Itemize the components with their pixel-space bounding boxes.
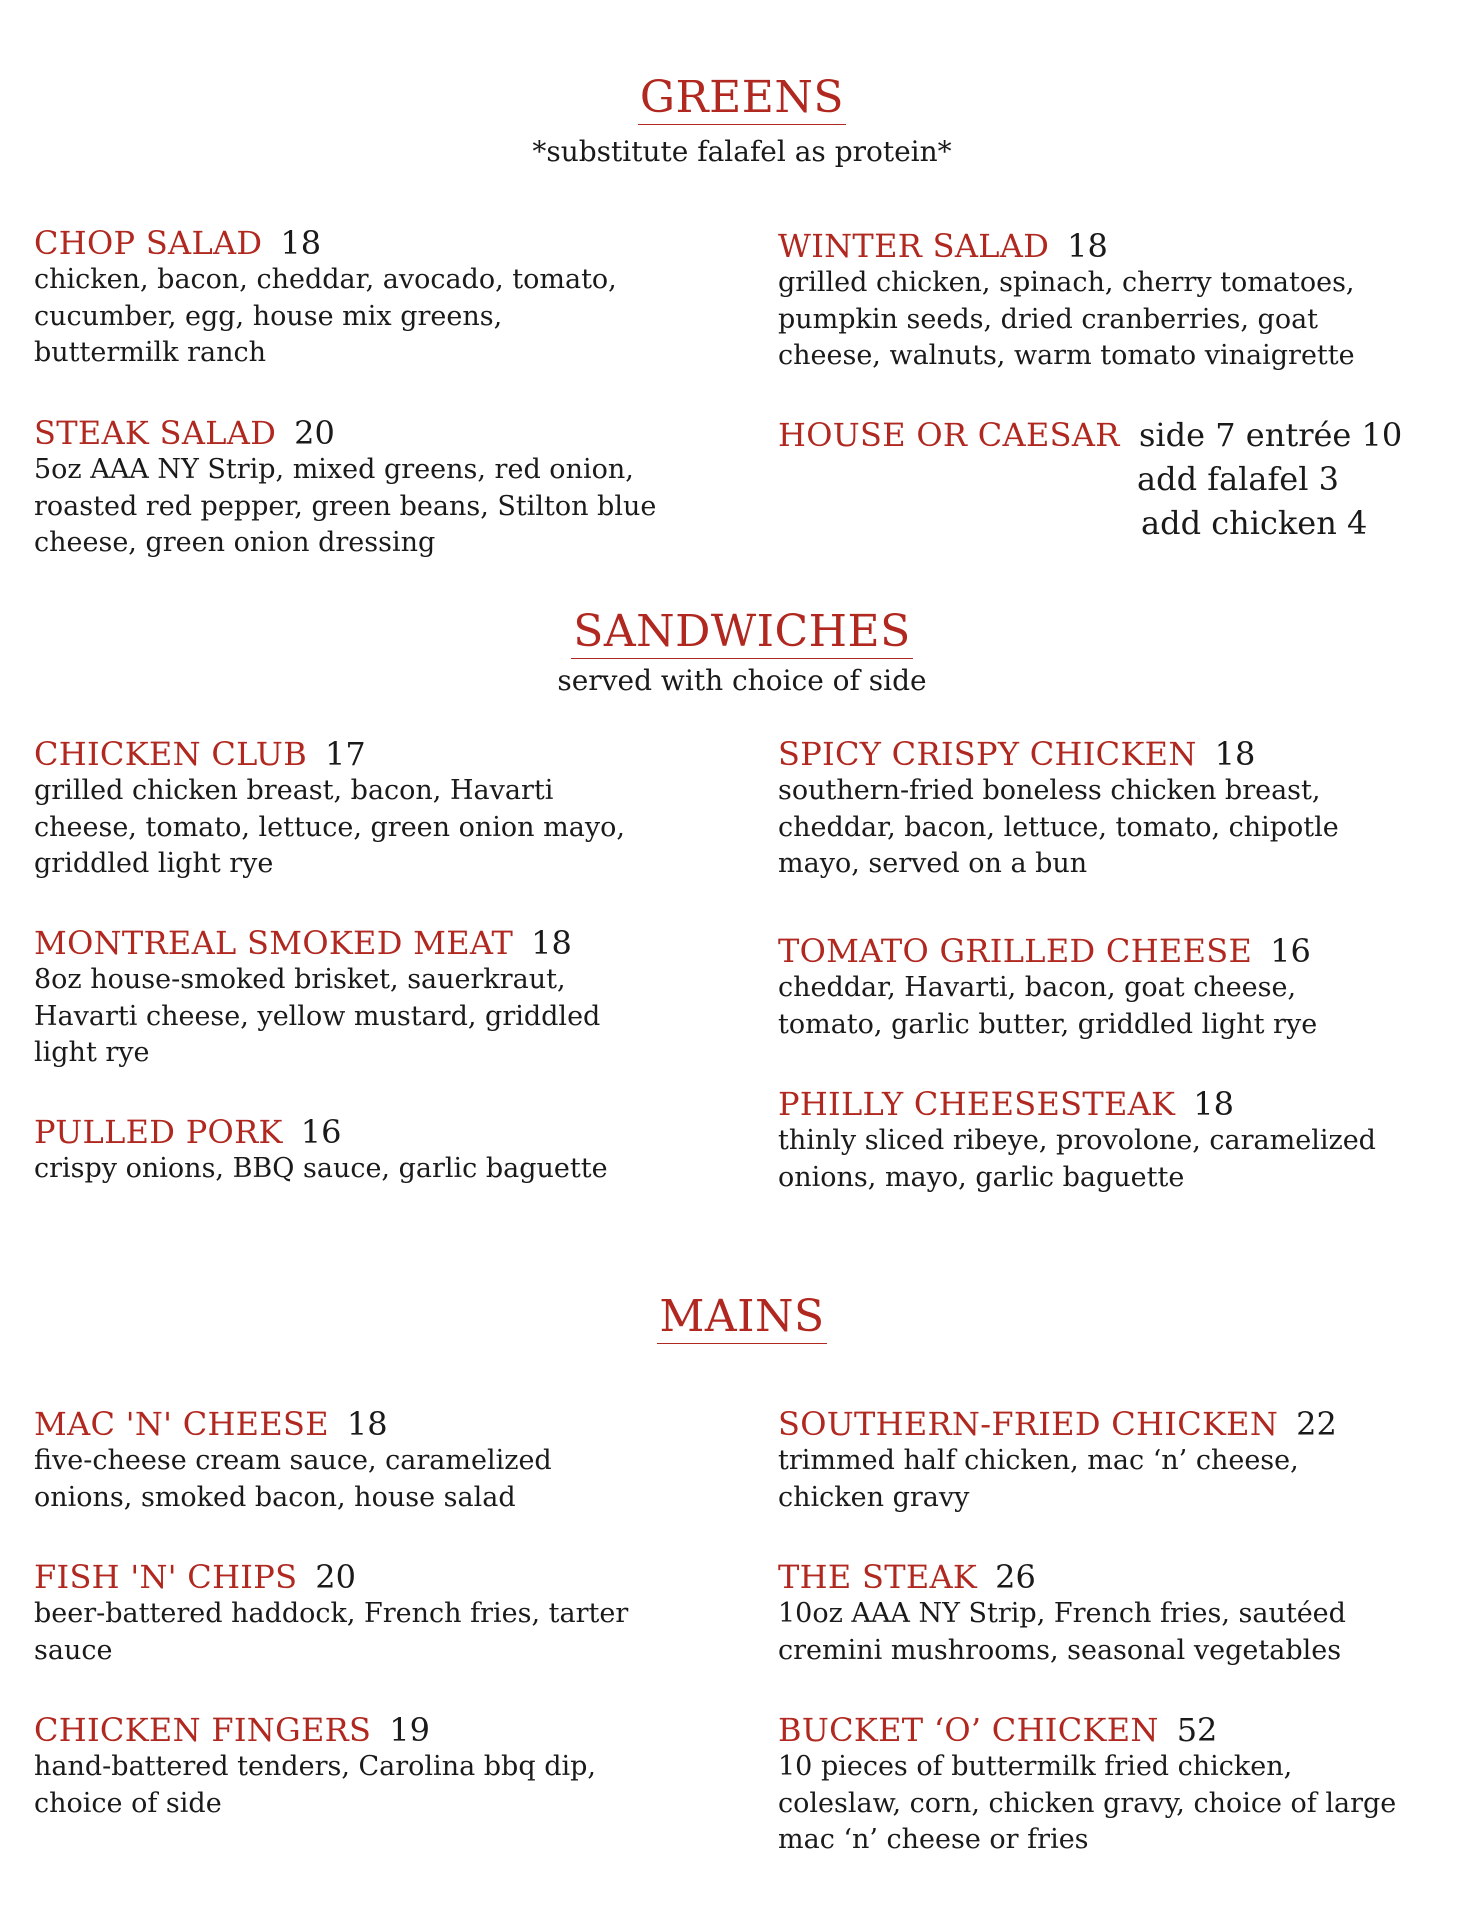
- item-name: CHOP SALAD: [34, 224, 263, 262]
- item-description: beer-battered haddock, French fries, tarter sauce: [34, 1598, 629, 1666]
- item-price: 22: [1296, 1405, 1337, 1443]
- item-price: 19: [389, 1711, 430, 1749]
- caesar-option-falafel: add falafel 3: [1137, 460, 1339, 498]
- item-name: THE STEAK: [778, 1558, 978, 1596]
- item-name: PHILLY CHEESESTEAK: [778, 1085, 1176, 1123]
- menu-item-spicy-crispy-chicken: [778, 735, 1478, 883]
- menu-item-philly-cheesesteak: [778, 1085, 1478, 1196]
- menu-item-steak-salad: [34, 414, 734, 562]
- item-name: STEAK SALAD: [34, 414, 277, 452]
- item-description: southern-fried boneless chicken breast, cheddar, bacon, lettuce, tomato, chipotle mayo, served on a bun: [778, 775, 1339, 879]
- greens-section-subtitle: *substitute falafel as protein*: [532, 135, 952, 168]
- menu-item-tomato-grilled-cheese: [778, 932, 1478, 1043]
- item-price: 18: [280, 224, 322, 262]
- menu-item-chicken-club: [34, 735, 734, 883]
- item-price: 17: [325, 735, 366, 773]
- greens-section-title: GREENS: [0, 72, 1484, 125]
- item-description: hand-battered tenders, Carolina bbq dip, choice of side: [34, 1751, 596, 1819]
- item-description: thinly sliced ribeye, provolone, caramelized onions, mayo, garlic baguette: [778, 1125, 1376, 1193]
- item-name: CHICKEN FINGERS: [34, 1711, 372, 1749]
- item-description: 8oz house-smoked brisket, sauerkraut, Havarti cheese, yellow mustard, griddled light rye: [34, 964, 601, 1068]
- menu-item-fish-n-chips: [34, 1558, 734, 1669]
- item-price: 18: [1214, 735, 1256, 773]
- item-name: WINTER SALAD: [778, 227, 1050, 265]
- item-name: SPICY CRISPY CHICKEN: [778, 735, 1197, 773]
- item-price: 18: [346, 1405, 388, 1443]
- item-description: 10oz AAA NY Strip, French fries, sautéed cremini mushrooms, seasonal vegetables: [778, 1598, 1346, 1666]
- item-price: 16: [1270, 932, 1311, 970]
- caesar-option-chicken: add chicken 4: [1141, 504, 1368, 542]
- item-name: FISH 'N' CHIPS: [34, 1558, 298, 1596]
- item-name: CHICKEN CLUB: [34, 735, 308, 773]
- menu-item-southern-fried-chicken: [778, 1405, 1478, 1516]
- item-price: 18: [1193, 1085, 1234, 1123]
- item-description: cheddar, Havarti, bacon, goat cheese, tomato, garlic butter, griddled light rye: [778, 972, 1318, 1040]
- item-price: 18: [1067, 227, 1108, 265]
- item-price: 20: [315, 1558, 357, 1596]
- item-name: HOUSE OR CAESAR: [778, 416, 1120, 454]
- item-description: trimmed half chicken, mac ‘n’ cheese, chicken gravy: [778, 1445, 1299, 1513]
- item-description: grilled chicken, spinach, cherry tomatoes, pumpkin seeds, dried cranberries, goat cheese, walnuts, warm tomato vinaigrette: [778, 267, 1355, 371]
- item-name: BUCKET ‘O’ CHICKEN: [778, 1711, 1159, 1749]
- item-description: 5oz AAA NY Strip, mixed greens, red onion, roasted red pepper, green beans, Stilton blue cheese, green onion dressing: [34, 454, 657, 558]
- item-description: grilled chicken breast, bacon, Havarti cheese, tomato, lettuce, green onion mayo, griddled light rye: [34, 775, 625, 879]
- item-price: 26: [995, 1558, 1036, 1596]
- menu-item-chop-salad: [34, 224, 734, 372]
- menu-item-mac-n-cheese: [34, 1405, 734, 1516]
- item-name: TOMATO GRILLED CHEESE: [778, 932, 1253, 970]
- item-name: SOUTHERN-FRIED CHICKEN: [778, 1405, 1279, 1443]
- item-description: chicken, bacon, cheddar, avocado, tomato, cucumber, egg, house mix greens, buttermilk ranch: [34, 264, 617, 368]
- menu-item-montreal-smoked-meat: [34, 924, 734, 1072]
- item-description: five-cheese cream sauce, caramelized onions, smoked bacon, house salad: [34, 1445, 552, 1513]
- item-price: 20: [294, 414, 335, 452]
- item-name: MAC 'N' CHEESE: [34, 1405, 329, 1443]
- menu-item-pulled-pork: [34, 1113, 734, 1188]
- menu-item-bucket-o-chicken: [778, 1711, 1478, 1859]
- item-name: MONTREAL SMOKED MEAT: [34, 924, 514, 962]
- item-price: 52: [1176, 1711, 1218, 1749]
- item-name: PULLED PORK: [34, 1113, 283, 1151]
- item-description: crispy onions, BBQ sauce, garlic baguette: [34, 1153, 608, 1184]
- item-price: 16: [300, 1113, 342, 1151]
- item-price: 18: [531, 924, 572, 962]
- menu-item-winter-salad: [778, 227, 1478, 375]
- menu-item-chicken-fingers: [34, 1711, 734, 1822]
- sandwiches-section-title: SANDWICHES: [0, 606, 1484, 659]
- sandwiches-section-subtitle: served with choice of side: [557, 664, 927, 697]
- mains-section-title: MAINS: [0, 1291, 1484, 1344]
- menu-item-the-steak: [778, 1558, 1478, 1669]
- item-description: 10 pieces of buttermilk fried chicken, coleslaw, corn, chicken gravy, choice of large mac ‘n’ cheese or fries: [778, 1751, 1397, 1855]
- caesar-option-size-price: side 7 entrée 10: [1139, 416, 1403, 454]
